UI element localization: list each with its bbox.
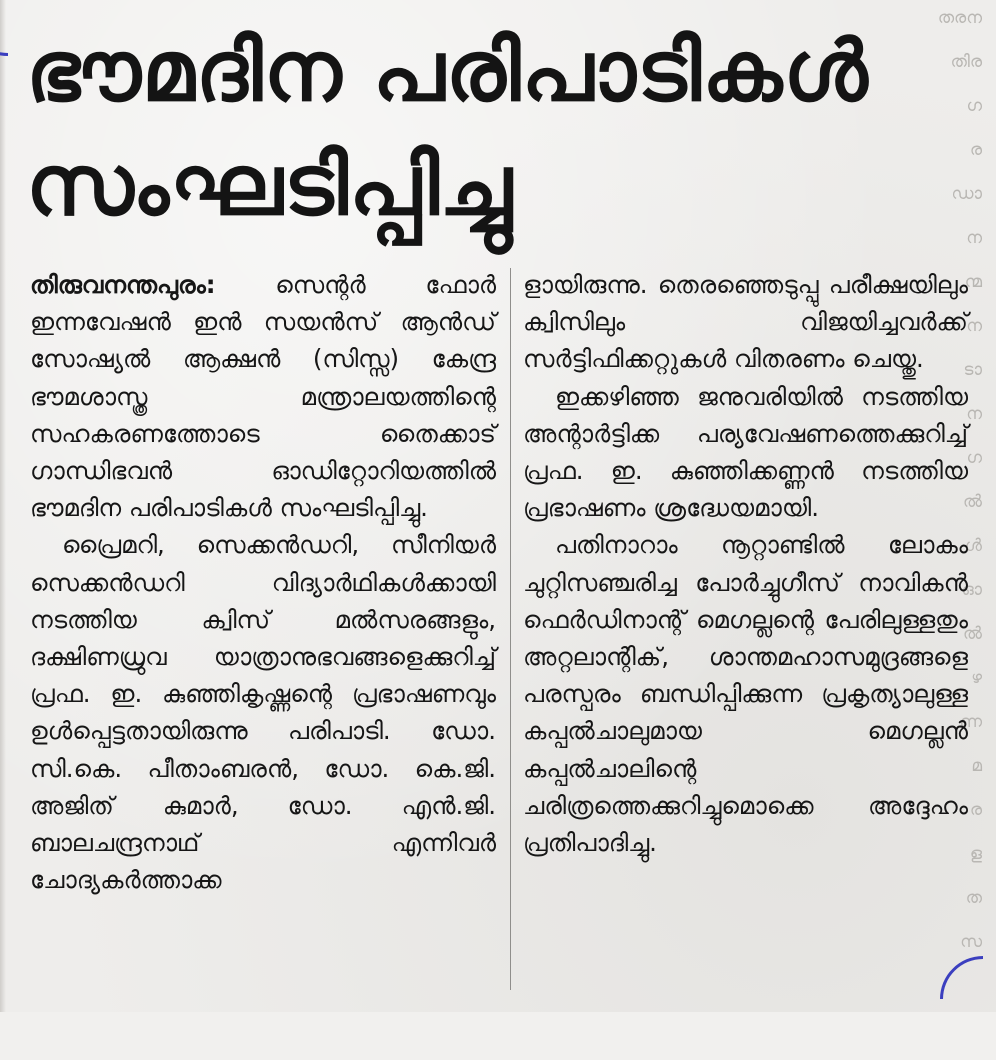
paper-edge-shadow [0,0,6,1012]
dateline: തിരുവനന്തപുരം: [30,270,216,299]
bleed-fragment: മ [971,756,982,776]
bleed-fragment: തിര [950,52,982,72]
bleed-fragment: ന്മ [964,272,982,292]
bleed-fragment: ൽ [963,624,982,644]
article-paragraph: പ്രൈമറി, സെക്കൻഡറി, സീനിയർ സെക്കൻഡറി വിദ്യാർഥികൾക്കായി നടത്തിയ ക്വിസ് മൽസരങ്ങളും, ദക്ഷിണധ്രുവ യാത്രാനുഭവങ്ങളെക്കുറിച്ച് പ്രഫ. ഇ. കുഞ്ഞികൃഷ്ണന്റെ പ്രഭാഷണവും ഉൾപ്പെട്ടതായിരുന്നു പരിപാടി. ഡോ. സി.കെ. പീതാംബരൻ, ഡോ. കെ.ജി. അജിത് കുമാർ, ഡോ. എൻ.ജി. ബാലചന്ദ്രനാഥ് എന്നിവർ ചോദ്യകർത്താക്ക [30,530,496,895]
bleed-fragment: ഴ [971,668,982,688]
bleed-fragment: ണ [959,712,982,732]
bleed-fragment: ൽ [963,492,982,512]
bleed-fragment: ര [969,800,982,820]
bleed-fragment: ഗ [966,96,982,116]
article-paragraph: ളായിരുന്നു. തെരഞ്ഞെടുപ്പു പരീക്ഷയിലും ക്വിസിലും വിജയിച്ചവർക്ക് സർട്ടിഫിക്കറ്റുകൾ വിതരണം ചെയ്തു. [523,270,968,374]
column-divider [510,268,511,990]
bleed-fragment: ന [966,228,982,248]
bleed-fragment: ഡാ [951,184,982,204]
bleed-fragment: ര [969,140,982,160]
bleed-fragment: തരന [937,8,982,28]
headline-line-2: സംഘടിപ്പിച്ചു [26,136,513,234]
article-headline [26,14,916,242]
bleed-fragment: ഓ [961,580,982,600]
paragraph-text: സെന്റർ ഫോർ ഇന്നവേഷൻ ഇൻ സയൻസ് ആൻഡ് സോഷ്യൽ ആക്ഷൻ (സിസ്സ) കേന്ദ്ര ഭൗമശാസ്ത്ര മന്ത്രാലയത്തിന്റെ സഹകരണത്തോടെ തൈക്കാട് ഗാന്ധിഭവൻ ഓഡിറ്റോറിയത്തിൽ ഭൗമദിന പരിപാടികൾ സംഘടിപ്പിച്ചു. [30,270,496,523]
bleed-fragment: ള [969,844,982,864]
bleed-fragment: ത [965,888,982,908]
article-paragraph [30,266,496,526]
bleed-fragment: ൾ [964,536,982,556]
headline-line-1: ഭൗമദിന പരിപാടികൾ [26,22,869,120]
bleed-fragment: ന [966,316,982,336]
article-column-1 [30,266,496,898]
bleed-fragment: ന [966,404,982,424]
bleed-fragment: സ [960,932,982,952]
bleed-fragment: ഗ [966,448,982,468]
article-paragraph: ഇക്കഴിഞ്ഞ ജനുവരിയിൽ നടത്തിയ അന്റാർട്ടിക്ക പര്യവേഷണത്തെക്കുറിച്ച് പ്രഫ. ഇ. കുഞ്ഞിക്കണ്ണൻ നടത്തിയ പ്രഭാഷണം ശ്രദ്ധേയമായി. [523,381,968,523]
article-column-2 [523,266,968,861]
article-paragraph: പതിനാറാം നൂറ്റാണ്ടിൽ ലോകം ചുറ്റിസഞ്ചരിച്ച പോർച്ചുഗീസ് നാവികൻ ഫെർഡിനാന്റ് മെഗല്ലന്റെ പേരിലുള്ളതും അറ്റലാന്റിക്, ശാന്തമഹാസമുദ്രങ്ങളെ പരസ്പരം ബന്ധിപ്പിക്കുന്ന പ്രകൃത്യാലുള്ള കപ്പൽചാലുമായ മെഗല്ലൻ കപ്പൽചാലിന്റെ ചരിത്രത്തെക്കുറിച്ചുമൊക്കെ അദ്ദേഹം പ്രതിപാദിച്ചു. [523,530,968,858]
bleed-fragment: ടാ [963,360,982,380]
